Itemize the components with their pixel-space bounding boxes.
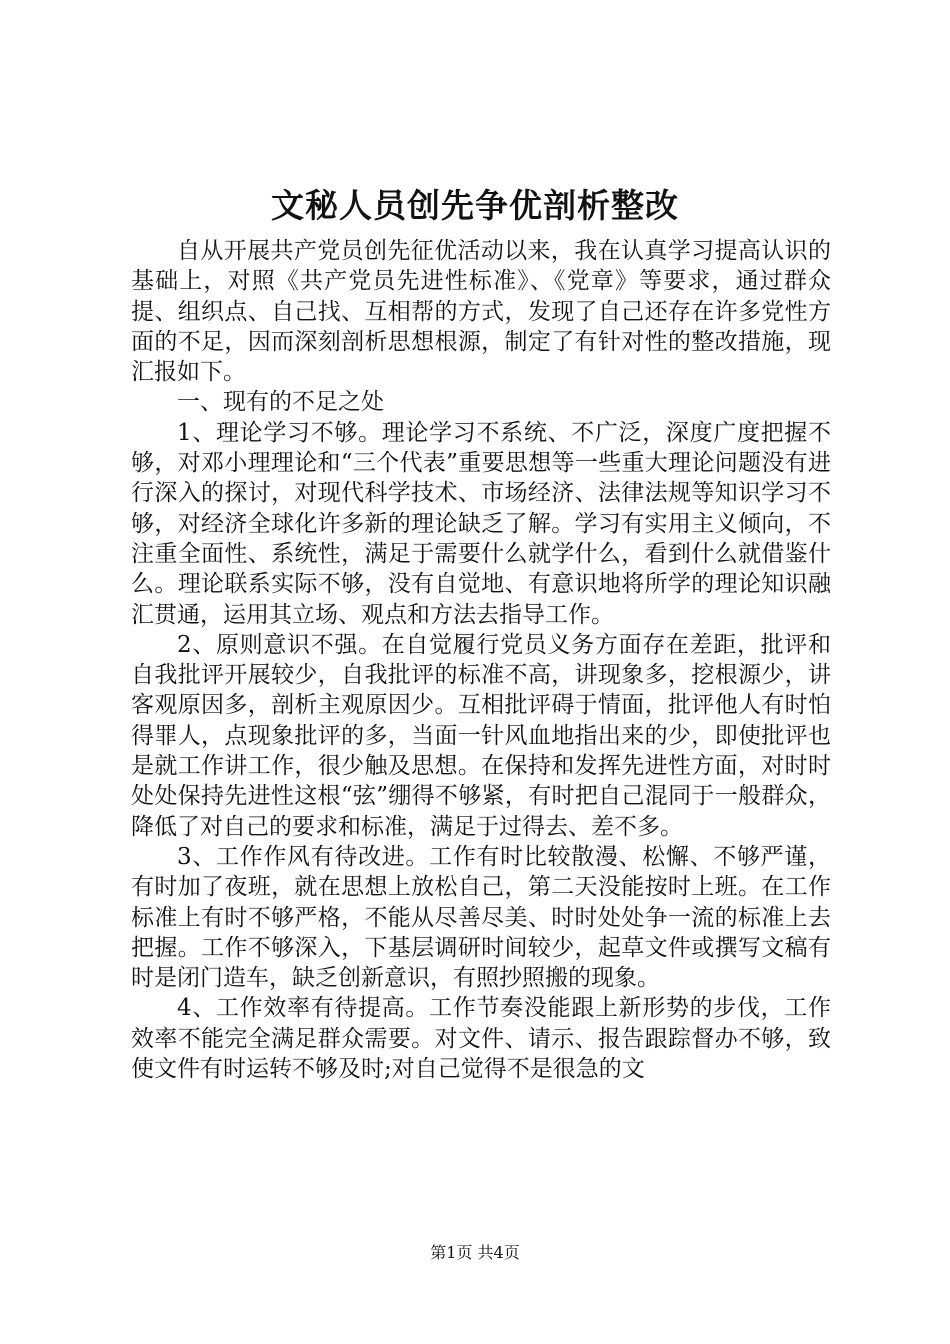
section-heading: 一、现有的不足之处 <box>177 389 384 416</box>
page-number-footer: 第1页 共4页 <box>430 1243 520 1262</box>
paragraph-item-1: 1、理论学习不够。理论学习不系统、不广泛，深度广度把握不够，对邓小理理论和“三个代表”重要思想等一些重大理论问题没有进行深入的探讨，对现代科学技术、市场经济、法律法规等知识学习不够，对经济全球化许多新的理论缺乏了解。学习有实用主义倾向，不注重全面性、系统性，满足于需要什么就学什么，看到什么就借鉴什么。理论联系实际不够，没有自觉地、有意识地将所学的理论知识融汇贯通，运用其立场、观点和方法去指导工作。 <box>131 419 831 628</box>
document-body <box>131 236 831 1084</box>
paragraph-intro: 自从开展共产党员创先征优活动以来，我在认真学习提高认识的基础上，对照《共产党员先进性标准》、《党章》等要求，通过群众提、组织点、自己找、互相帮的方式，发现了自己还存在许多党性方面的不足，因而深刻剖析思想根源，制定了有针对性的整改措施，现汇报如下。 <box>131 238 831 386</box>
paragraph-item-3: 3、工作作风有待改进。工作有时比较散漫、松懈、不够严谨，有时加了夜班，就在思想上放松自己，第二天没能按时上班。在工作标准上有时不够严格，不能从尽善尽美、时时处处争一流的标准上去把握。工作不够深入，下基层调研时间较少，起草文件或撰写文稿有时是闭门造车，缺乏创新意识，有照抄照搬的现象。 <box>131 843 831 992</box>
paragraph-item-4: 4、工作效率有待提高。工作节奏没能跟上新形势的步伐，工作效率不能完全满足群众需要。对文件、请示、报告跟踪督办不够，致使文件有时运转不够及时;对自己觉得不是很急的文 <box>131 995 831 1083</box>
document-title: 文秘人员创先争优剖析整改 <box>271 186 679 225</box>
paragraph-item-2: 2、原则意识不强。在自觉履行党员义务方面存在差距，批评和自我批评开展较少，自我批评的标准不高，讲现象多，挖根源少，讲客观原因多，剖析主观原因少。互相批评碍于情面，批评他人有时怕得罪人，点现象批评的多，当面一针风血地指出来的少，即使批评也是就工作讲工作，很少触及思想。在保持和发挥先进性方面，对时时处处保持先进性这根“弦”绷得不够紧，有时把自己混同于一般群众，降低了对自己的要求和标准，满足于过得去、差不多。 <box>131 631 831 840</box>
